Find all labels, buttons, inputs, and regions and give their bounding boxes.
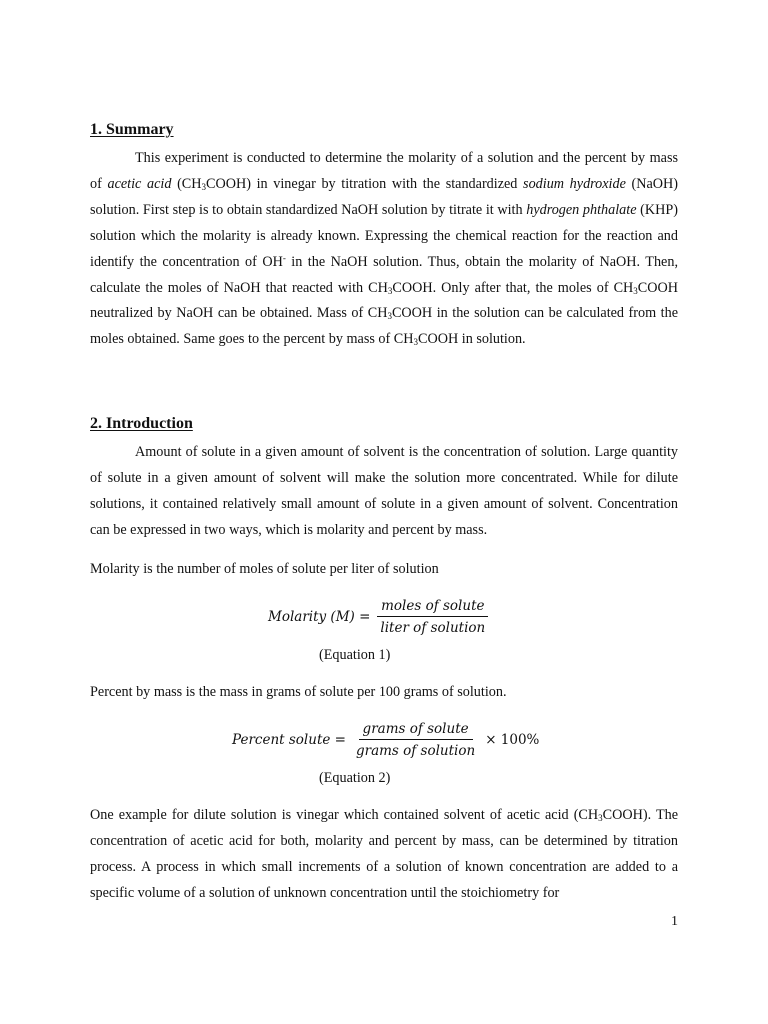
equation-2: [232, 721, 539, 759]
equation-1-label: (Equation 1): [319, 647, 391, 663]
introduction-paragraph-1: Amount of solute in a given amount of solvent is the concentration of solution. Large quantity of solute in a given amount of solvent will make the solution more concentrated. While for dilute solutions, it contained relatively small amount of solute in a given amount of solvent. Concentration can be expressed in two ways, which is molarity and percent by mass.: [90, 444, 678, 538]
percent-by-mass-definition: Percent by mass is the mass in grams of solute per 100 grams of solution.: [90, 684, 507, 700]
equation-2-numerator: grams of solute: [359, 721, 473, 740]
document-page: [90, 0, 678, 1024]
summary-paragraph: This experiment is conducted to determine the molarity of a solution and the percent by mass of acetic acid $(CH_3COOH)$ in vinegar by titration with the standardized sodium hydroxide (NaOH) solution. First step is to obtain standardized NaOH solution by titrate it with hydrogen phthalate (KHP) solution which the molarity is already known. Expressing the chemical reaction for the reaction and identify the concentration of OH- in the NaOH solution. Thus, obtain the molarity of NaOH. Then, calculate the moles of NaOH that reacted with $CH_3COOH$. Only after that, the moles of $CH_3COOH$ neutralized by NaOH can be obtained. Mass of $CH_3COOH$ in the solution can be calculated from the moles obtained. Same goes to the percent by mass of $CH_3COOH$ in solution.: [90, 150, 679, 348]
introduction-heading: 2. Introduction: [90, 415, 193, 432]
equation-2-label: (Equation 2): [319, 770, 391, 786]
introduction-paragraph-2: One example for dilute solution is vinegar which contained solvent of acetic acid $(CH_3COOH)$. The concentration of acetic acid for both, molarity and percent by mass, can be determined by titration process. A process in which small increments of a solution of known concentration are added to a specific volume of a solution of unknown concentration until the stoichiometry for: [90, 807, 678, 901]
equation-2-rhs: × 100%: [485, 732, 540, 748]
equation-1-denominator: liter of solution: [380, 620, 486, 636]
equation-1-numerator: moles of solute: [377, 598, 488, 617]
equation-2-denominator: grams of solution: [355, 743, 476, 759]
equation-1-lhs: Molarity (M) =: [268, 609, 371, 625]
page-number: 1: [671, 914, 678, 929]
equation-1-fraction: [376, 598, 489, 636]
equation-1: [268, 598, 495, 636]
molarity-definition: Molarity is the number of moles of solute per liter of solution: [90, 561, 439, 577]
hydrogen-phthalate-term: hydrogen phthalate: [526, 201, 637, 218]
summary-heading: 1. Summary: [90, 121, 174, 138]
acetic-acid-term: acetic acid: [107, 175, 172, 192]
equation-2-fraction: [352, 721, 479, 759]
sodium-hydroxide-term: sodium hydroxide: [523, 175, 626, 192]
equation-2-lhs: Percent solute =: [232, 732, 346, 748]
